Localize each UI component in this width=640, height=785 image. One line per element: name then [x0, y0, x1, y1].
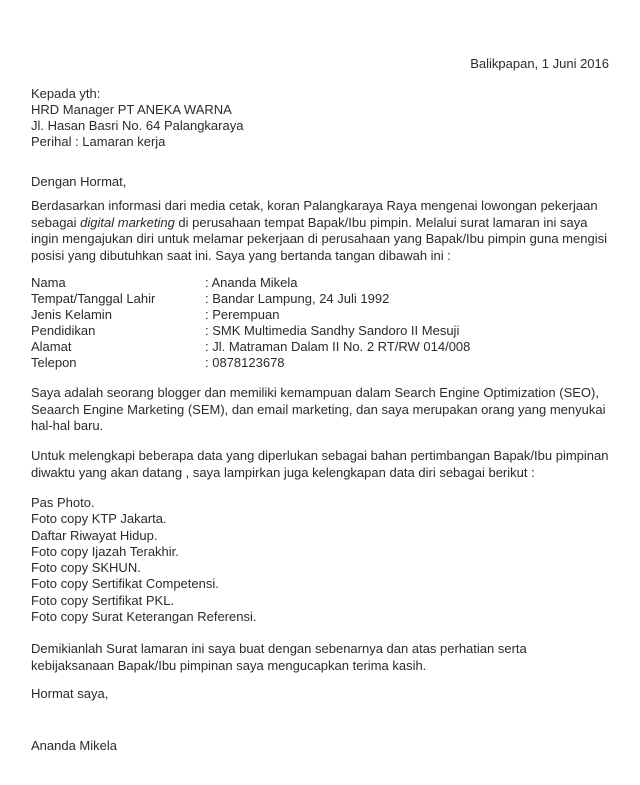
list-item: Foto copy KTP Jakarta.	[31, 511, 167, 527]
detail-value: : Perempuan	[205, 307, 280, 322]
intro-italic-term: digital marketing	[80, 214, 175, 230]
signature-name: Ananda Mikela	[31, 738, 117, 753]
detail-row	[31, 307, 279, 323]
recipient-address: Jl. Hasan Basri No. 64 Palangkaraya	[31, 118, 244, 133]
detail-label: Telepon	[31, 355, 77, 370]
attachments-list	[31, 495, 256, 625]
skills-paragraph: Saya adalah seorang blogger dan memiliki kemampuan dalam Search Engine Optimization (SEO), Seaarch Engine Marketing (SEM), dan email marketing, dan saya merupakan orang yang menyukai hal-hal baru.	[31, 385, 606, 433]
greeting: Dengan Hormat,	[31, 174, 127, 189]
recipient-name: HRD Manager PT ANEKA WARNA	[31, 102, 232, 117]
detail-label: Jenis Kelamin	[31, 307, 112, 322]
detail-row	[31, 339, 470, 355]
intro-text-2: di perusahaan tempat Bapak/Ibu pimpin. Melalui surat lamaran ini saya ingin mengajukan diri untuk melamar pekerjaan di perusahaan yang Bapak/Ibu pimpin guna mengisi posisi yang dibutuhkan saat ini. Saya yang bertanda tangan dibawah ini :	[31, 214, 607, 263]
detail-label: Alamat	[31, 339, 72, 354]
detail-row	[31, 275, 298, 291]
list-item: Foto copy Sertifikat Competensi.	[31, 576, 219, 592]
detail-row	[31, 355, 285, 371]
list-item: Foto copy Sertifikat PKL.	[31, 592, 175, 608]
list-item: Foto copy SKHUN.	[31, 560, 141, 576]
closing-paragraph: Demikianlah Surat lamaran ini saya buat dengan sebenarnya dan atas perhatian serta kebijaksanaan Bapak/Ibu pimpinan saya mengucapkan terima kasih.	[31, 641, 527, 673]
list-item: Pas Photo.	[31, 495, 95, 510]
list-item: Foto copy Ijazah Terakhir.	[31, 543, 179, 559]
detail-value: : SMK Multimedia Sandhy Sandoro II Mesuji	[205, 323, 460, 338]
detail-value: : Bandar Lampung, 24 Juli 1992	[205, 291, 390, 306]
sign-off: Hormat saya,	[31, 686, 109, 701]
detail-row	[31, 291, 389, 307]
attachments-intro: Untuk melengkapi beberapa data yang diperlukan sebagai bahan pertimbangan Bapak/Ibu pimpinan diwaktu yang akan datang , saya lampirkan juga kelengkapan data diri sebagai berikut :	[31, 448, 609, 480]
detail-value: : Jl. Matraman Dalam II No. 2 RT/RW 014/008	[205, 339, 471, 354]
detail-label: Tempat/Tanggal Lahir	[31, 291, 156, 306]
detail-value: : Ananda Mikela	[205, 275, 298, 290]
list-item: Foto copy Surat Keterangan Referensi.	[31, 609, 257, 625]
detail-row	[31, 323, 459, 339]
recipient-salutation: Kepada yth:	[31, 86, 101, 101]
intro-text-1: Berdasarkan informasi dari media cetak, koran Palangkaraya Raya mengenai lowongan pekerjaan sebagai	[31, 198, 598, 230]
letter-subject: Perihal : Lamaran kerja	[31, 134, 166, 149]
detail-label: Nama	[31, 275, 66, 290]
place-date: Balikpapan, 1 Juni 2016	[470, 56, 609, 71]
detail-label: Pendidikan	[31, 323, 96, 338]
intro-paragraph	[31, 198, 613, 264]
detail-value: : 0878123678	[205, 355, 285, 370]
list-item: Daftar Riwayat Hidup.	[31, 527, 158, 543]
